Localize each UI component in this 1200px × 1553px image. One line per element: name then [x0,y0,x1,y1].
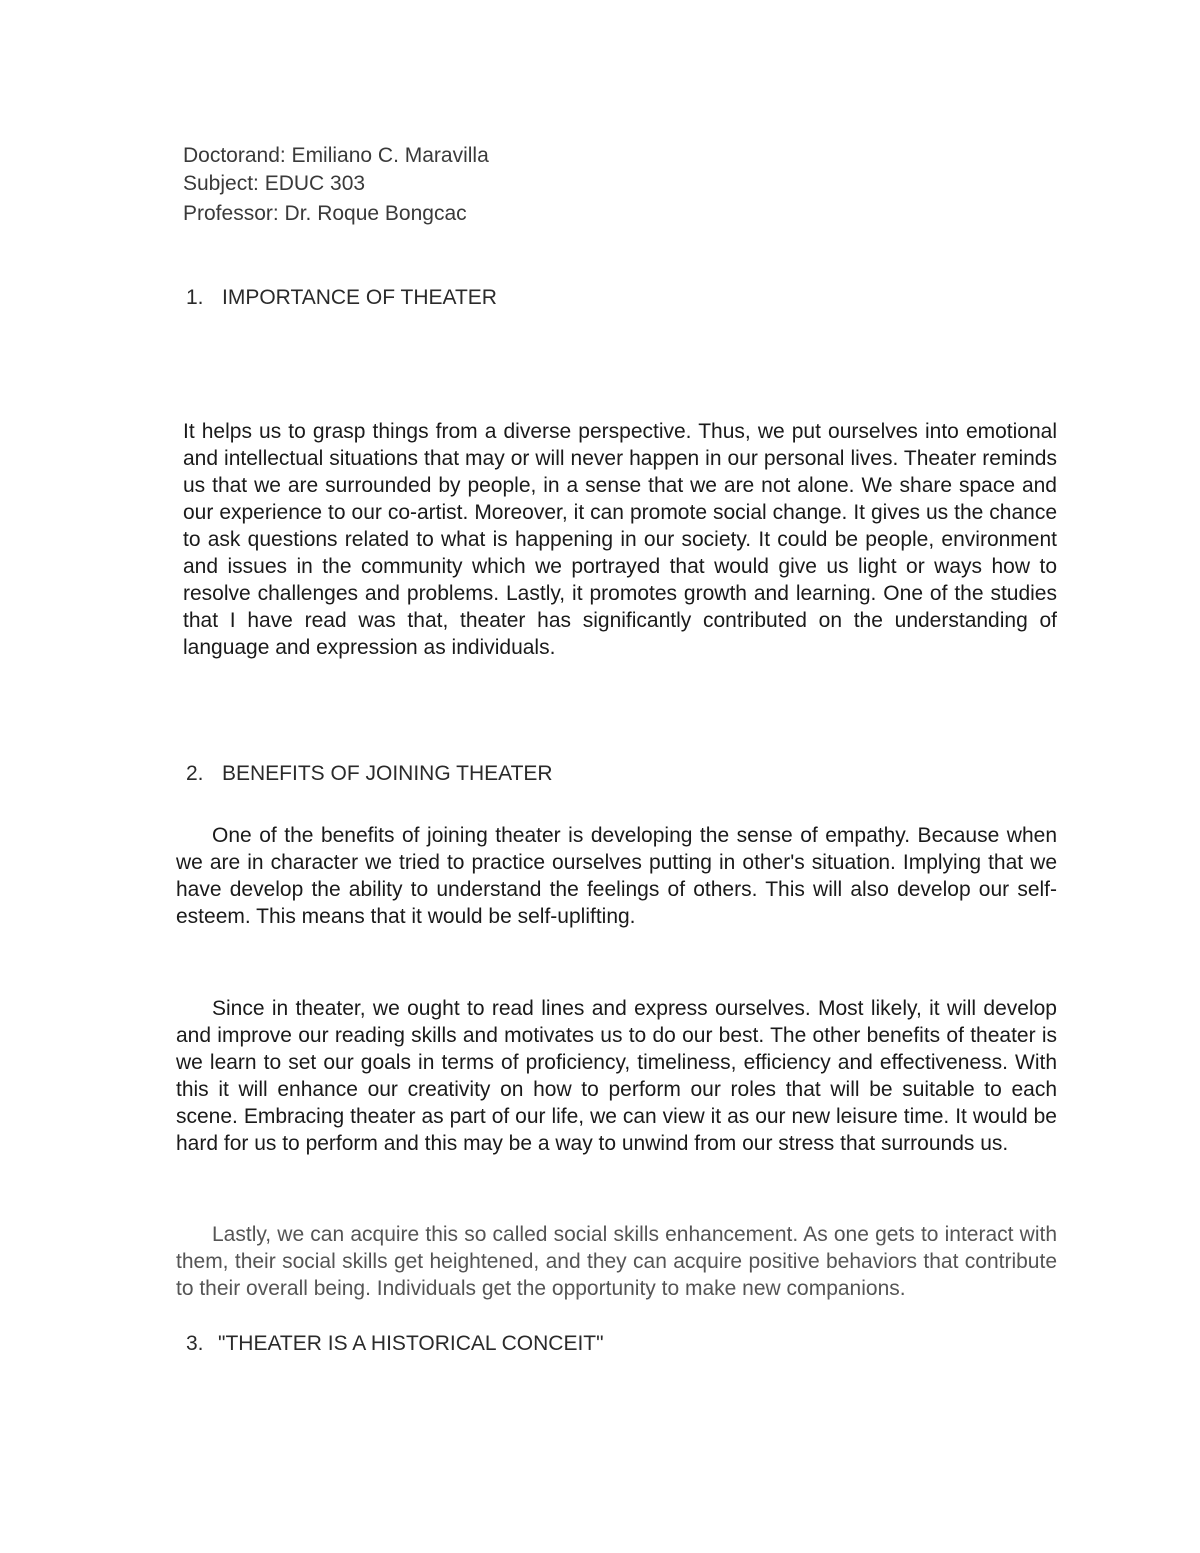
section-2-title: BENEFITS OF JOINING THEATER [222,762,553,785]
doctorand-line: Doctorand: Emiliano C. Maravilla [183,144,489,167]
section-1-paragraph-1: It helps us to grasp things from a diverse perspective. Thus, we put ourselves into emotional and intellectual situations that may or will never happen in our personal lives. Theater reminds us that we are surrounded by people, in a sense that we are not alone. We share space and our experience to our co-artist. Moreover, it can promote social change. It gives us the chance to ask questions related to what is happening in our society. It could be people, environment and issues in the community which we portrayed that would give us light or ways how to resolve challenges and problems. Lastly, it promotes growth and learning. One of the studies that I have read was that, theater has significantly contributed on the understanding of language and expression as individuals. [183,420,1057,659]
section-3-heading [186,1330,604,1358]
section-1-title: IMPORTANCE OF THEATER [222,286,497,309]
section-2-heading [186,760,553,788]
professor-line: Professor: Dr. Roque Bongcac [183,202,467,225]
section-1-heading [186,284,497,312]
section-2-paragraph-1: One of the benefits of joining theater is developing the sense of empathy. Because when we are in character we tried to practice ourselves putting in other's situation. Implying that we have develop the ability to understand the feelings of others. This will also develop our self-esteem. This means that it would be self-uplifting. [176,824,1057,928]
subject-line: Subject: EDUC 303 [183,172,366,195]
section-3-title: "THEATER IS A HISTORICAL CONCEIT" [218,1332,604,1355]
section-2-number: 2. [186,762,204,785]
section-2-paragraph-2: Since in theater, we ought to read lines and express ourselves. Most likely, it will develop and improve our reading skills and motivates us to do our best. The other benefits of theater is we learn to set our goals in terms of proficiency, timeliness, efficiency and effectiveness. With this it will enhance our creativity on how to perform our roles that will be suitable to each scene. Embracing theater as part of our life, we can view it as our new leisure time. It would be hard for us to perform and this may be a way to unwind from our stress that surrounds us. [176,997,1057,1155]
section-3-number: 3. [186,1332,204,1355]
section-2-paragraph-3: Lastly, we can acquire this so called social skills enhancement. As one gets to interact with them, their social skills get heightened, and they can acquire positive behaviors that contribute to their overall being. Individuals get the opportunity to make new companions. [176,1223,1057,1300]
section-1-number: 1. [186,286,204,309]
